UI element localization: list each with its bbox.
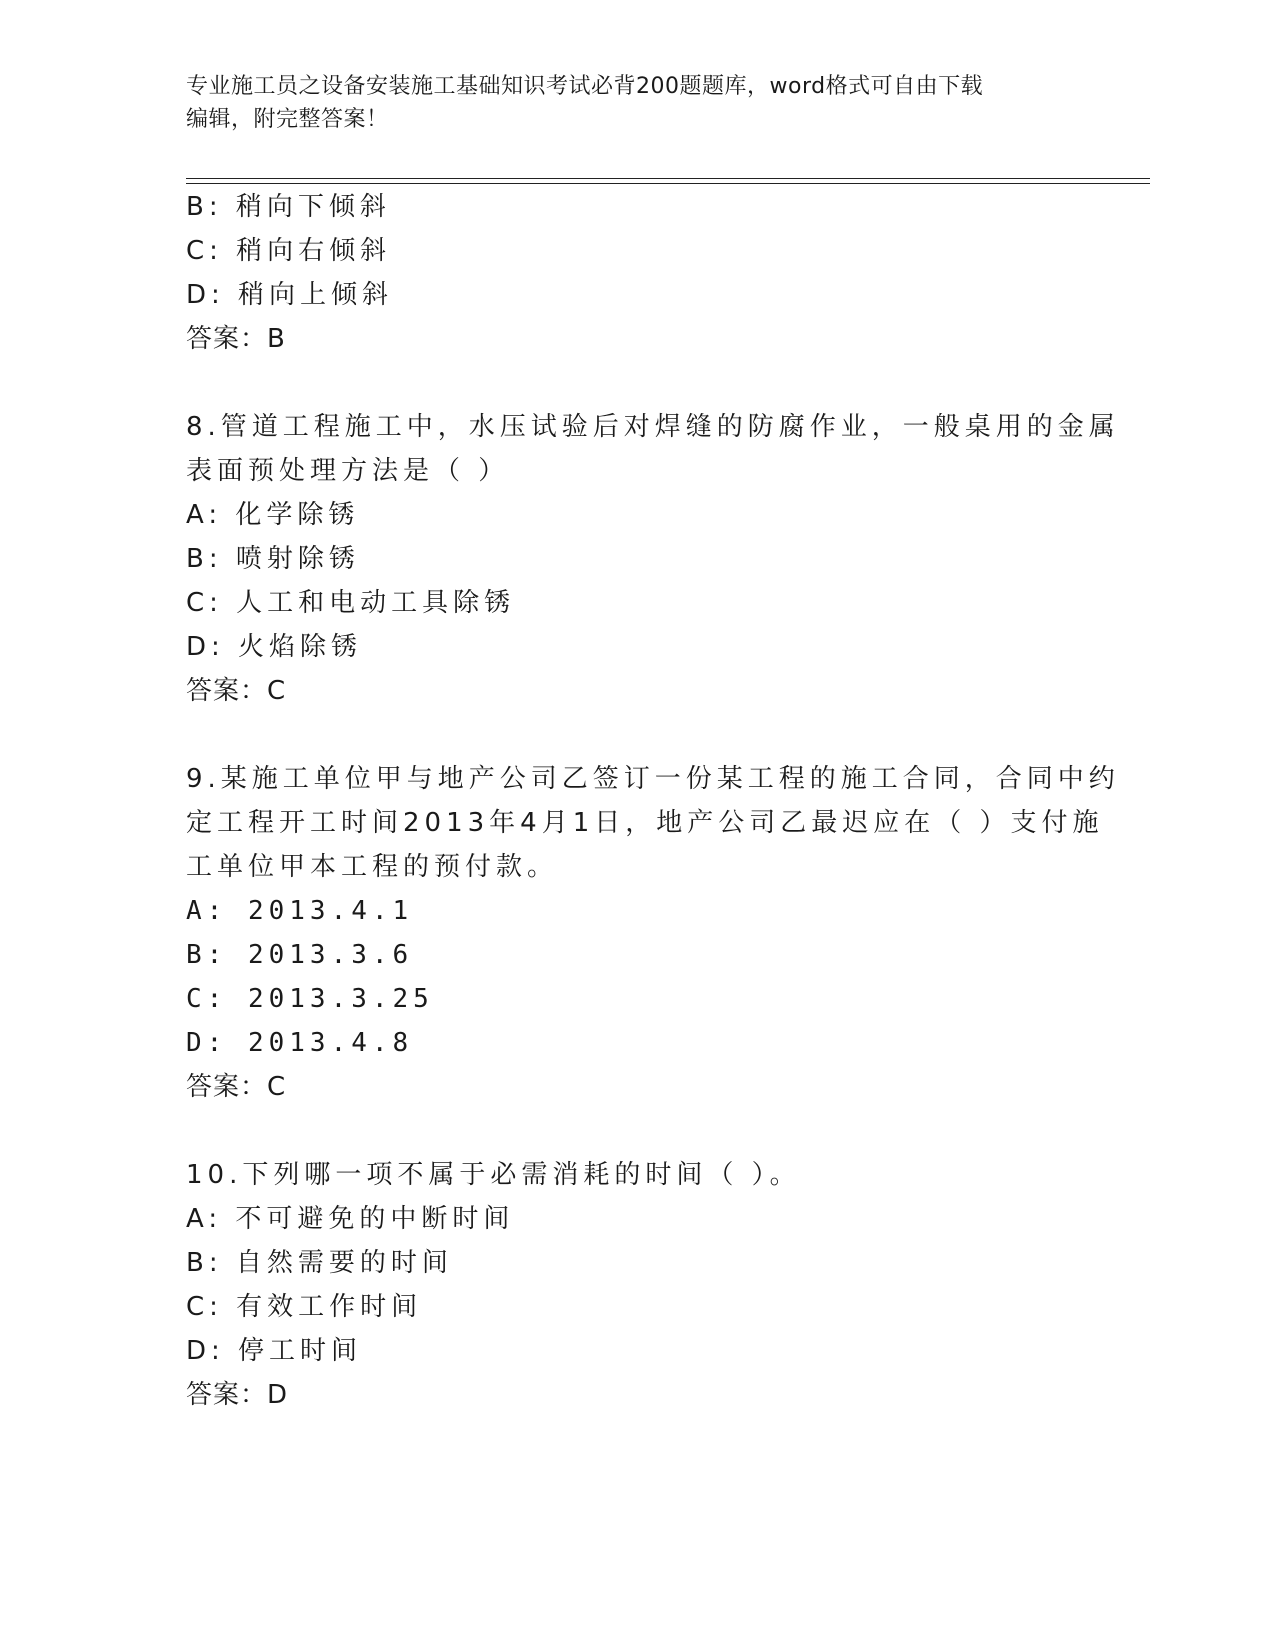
q10-stem-line-1: 10.下列哪一项不属于必需消耗的时间（ ）。 xyxy=(186,1160,801,1190)
q9-option-a: A: 2013.4.1 xyxy=(186,896,414,926)
document-header xyxy=(186,70,1066,136)
q9-stem-line-2: 定工程开工时间2013年4月1日，地产公司乙最迟应在（ ）支付施 xyxy=(186,808,1104,838)
q10-option-b: B: 自然需要的时间 xyxy=(186,1248,453,1278)
q8-option-b: B: 喷射除锈 xyxy=(186,544,360,574)
q7-option-b: B: 稍向下倾斜 xyxy=(186,192,391,222)
q7-answer: 答案：B xyxy=(186,324,286,354)
q10-option-a: A: 不可避免的中断时间 xyxy=(186,1204,515,1234)
q8-option-d: D: 火焰除锈 xyxy=(186,632,363,662)
q8-stem-line-1: 8.管道工程施工中，水压试验后对焊缝的防腐作业，一般桌用的金属 xyxy=(186,412,1120,442)
q10-option-c: C: 有效工作时间 xyxy=(186,1292,423,1322)
q8-stem-line-2: 表面预处理方法是（ ） xyxy=(186,456,510,486)
q9-stem-line-1: 9.某施工单位甲与地产公司乙签订一份某工程的施工合同，合同中约 xyxy=(186,764,1120,794)
q8-option-a: A: 化学除锈 xyxy=(186,500,360,530)
header-divider-bottom xyxy=(186,183,1150,184)
q9-option-c: C: 2013.3.25 xyxy=(186,984,434,1014)
q7-option-c: C: 稍向右倾斜 xyxy=(186,236,392,266)
q9-stem-line-3: 工单位甲本工程的预付款。 xyxy=(186,852,559,882)
q9-option-d: D: 2013.4.8 xyxy=(186,1028,414,1058)
q8-answer: 答案：C xyxy=(186,676,287,706)
q8-option-c: C: 人工和电动工具除锈 xyxy=(186,588,516,618)
header-line-1: 专业施工员之设备安装施工基础知识考试必背200题题库，word格式可自由下载 xyxy=(186,74,984,99)
q9-answer: 答案：C xyxy=(186,1072,287,1102)
q10-option-d: D: 停工时间 xyxy=(186,1336,363,1366)
q9-option-b: B: 2013.3.6 xyxy=(186,940,414,970)
q7-option-d: D: 稍向上倾斜 xyxy=(186,280,394,310)
q10-answer: 答案：D xyxy=(186,1380,289,1410)
header-divider-top xyxy=(186,178,1150,179)
header-line-2: 编辑，附完整答案！ xyxy=(186,107,389,132)
